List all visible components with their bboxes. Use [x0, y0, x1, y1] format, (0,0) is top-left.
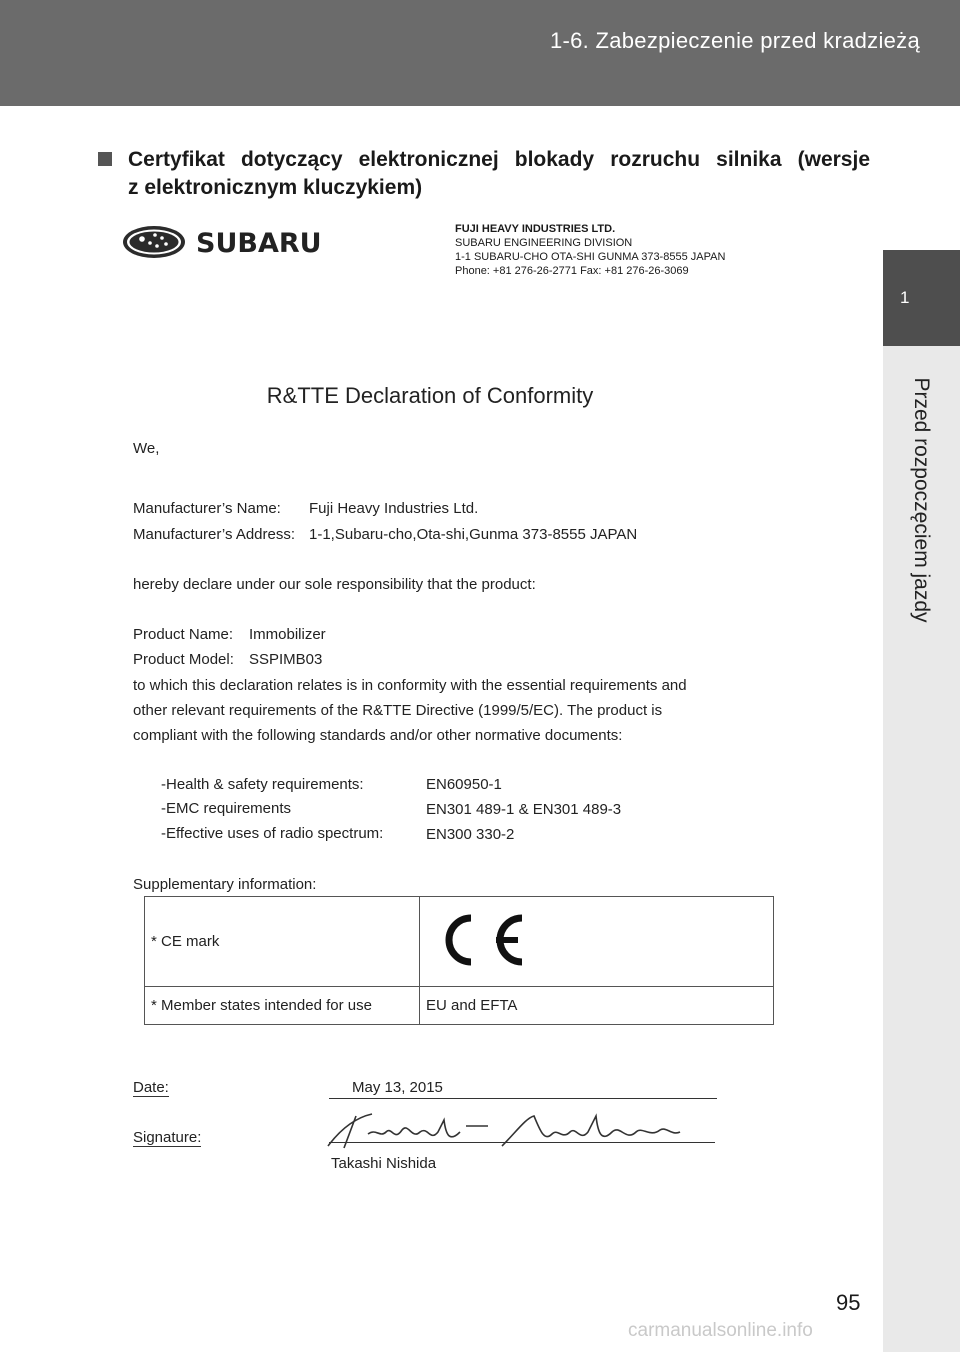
standard-value: EN60950-1: [426, 776, 502, 793]
manufacturer-address: 1-1,Subaru-cho,Ota-shi,Gunma 373-8555 JAPAN: [309, 526, 638, 543]
product-name: Immobilizer: [249, 626, 326, 643]
page-number: 95: [836, 1290, 861, 1315]
product-model: SSPIMB03: [249, 651, 323, 668]
company-name: FUJI HEAVY INDUSTRIES LTD.: [455, 223, 616, 235]
header-bar: [0, 0, 960, 106]
ce-mark-cell: [420, 897, 774, 987]
chapter-number: 1: [900, 288, 910, 307]
we-text: We,: [133, 440, 160, 457]
date-value: May 13, 2015: [352, 1079, 443, 1096]
section-heading-line2: z elektronicznym kluczykiem): [128, 176, 423, 199]
declaration-title: R&TTE Declaration of Conformity: [266, 383, 594, 408]
square-bullet-icon: [98, 152, 112, 166]
product-model-label: Product Model:: [133, 651, 234, 668]
watermark: carmanualsonline.info: [628, 1320, 813, 1341]
company-phone: Phone: +81 276-26-2771 Fax: +81 276-26-3069: [455, 265, 689, 277]
standard-value: EN301 489-1 & EN301 489-3: [426, 801, 622, 818]
supplementary-label: Supplementary information:: [133, 876, 317, 893]
chapter-title: 1-6. Zabezpieczenie przed kradzieżą: [549, 28, 920, 53]
date-label: Date:: [133, 1079, 169, 1096]
company-block: [455, 222, 725, 278]
conformity-line-3: compliant with the following standards and/or other normative documents:: [133, 727, 623, 744]
standard-label: -Effective uses of radio spectrum:: [161, 825, 384, 842]
brand-wordmark: SUBARU: [196, 228, 322, 259]
standard-label: -Health & safety requirements:: [161, 776, 364, 793]
declare-text: hereby declare under our sole responsibility that the product:: [133, 576, 536, 593]
manufacturer-address-label: Manufacturer’s Address:: [133, 526, 296, 543]
manufacturer-name-label: Manufacturer’s Name:: [133, 500, 281, 517]
handwritten-signature: [320, 1108, 690, 1156]
standard-label: -EMC requirements: [161, 800, 292, 817]
signature-label: Signature:: [133, 1129, 202, 1146]
signature-line: [329, 1142, 715, 1143]
ce-mark-icon: [426, 910, 536, 970]
table-row: [145, 897, 774, 987]
supplementary-table: [144, 896, 774, 1025]
subaru-logo: [122, 222, 352, 267]
company-address: 1-1 SUBARU-CHO OTA-SHI GUNMA 373-8555 JAPAN: [455, 251, 726, 263]
signatory-name: Takashi Nishida: [331, 1155, 437, 1172]
chapter-side-label: Przed rozpoczęciem jazdy: [910, 377, 933, 623]
manufacturer-name: Fuji Heavy Industries Ltd.: [309, 500, 479, 517]
conformity-line-2: other relevant requirements of the R&TTE Directive (1999/5/EC). The product is: [133, 702, 663, 719]
member-states-label: * Member states intended for use: [145, 987, 420, 1025]
standard-value: EN300 330-2: [426, 826, 515, 843]
table-row: [145, 987, 774, 1025]
ce-mark-label: * CE mark: [145, 897, 420, 987]
section-heading-line1: Certyfikat dotyczący elektronicznej blokady rozruchu silnika (wersje: [128, 148, 870, 171]
company-division: SUBARU ENGINEERING DIVISION: [455, 237, 633, 249]
conformity-line-1: to which this declaration relates is in conformity with the essential requirements and: [133, 677, 687, 694]
product-name-label: Product Name:: [133, 626, 234, 643]
date-line: [329, 1098, 717, 1099]
chapter-tab: [883, 250, 960, 346]
member-states-value: EU and EFTA: [420, 987, 774, 1025]
